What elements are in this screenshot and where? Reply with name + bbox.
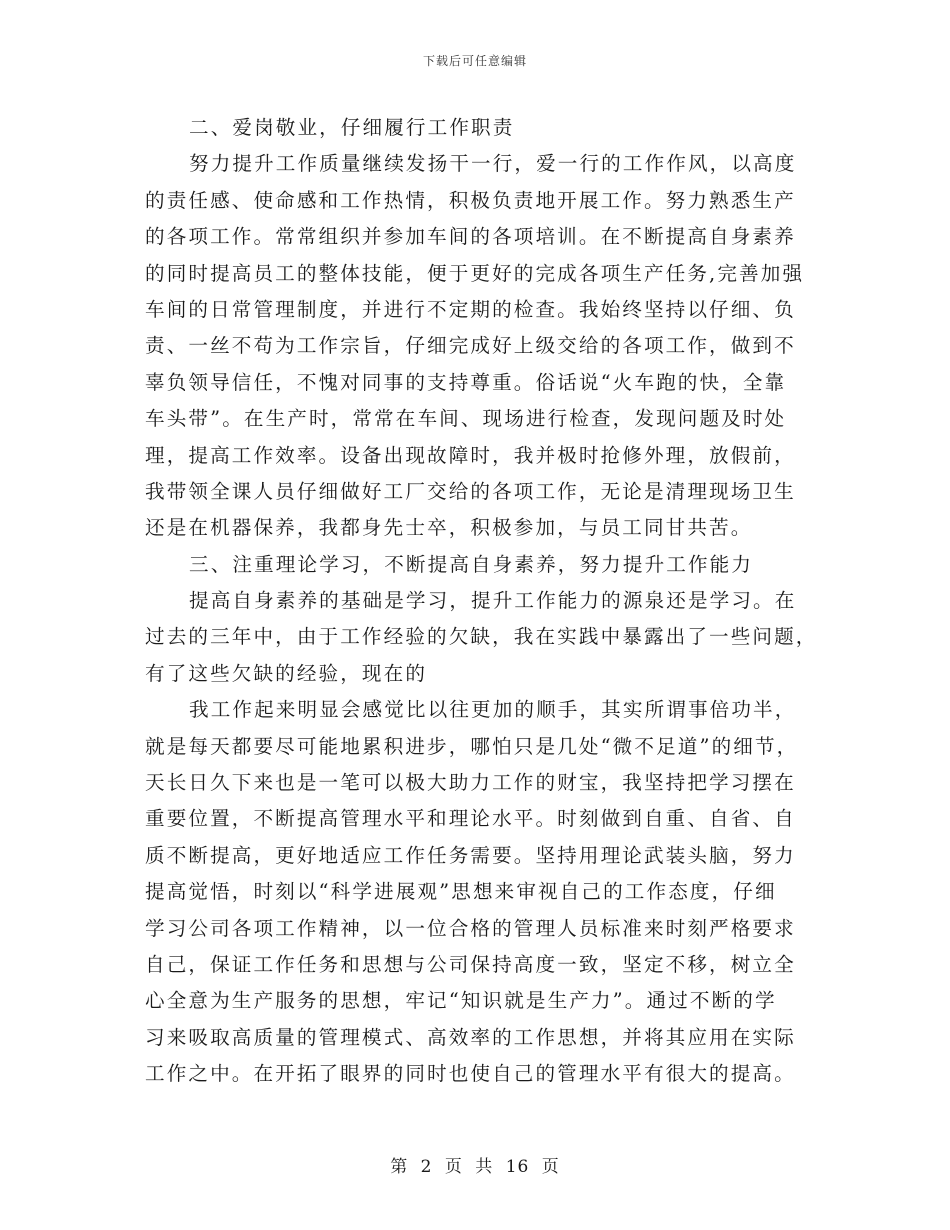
- paragraph-line: 提高觉悟，时刻以“科学进展观”思想来审视自己的工作态度，仔细: [145, 880, 777, 904]
- paragraph-line: 提高自身素养的基础是学习，提升工作能力的源泉还是学习。在: [189, 589, 797, 613]
- paragraph-line: 车头带”。在生产时，常常在车间、现场进行检查，发现问题及时处: [145, 407, 787, 431]
- paragraph-line: 自己，保证工作任务和思想与公司保持高度一致，坚定不移，树立全: [145, 952, 796, 976]
- paragraph-line: 还是在机器保养，我都身先士卒，积极参加，与员工同甘共苦。: [145, 516, 753, 540]
- paragraph-line: 的责任感、使命感和工作热情，积极负责地开展工作。努力熟悉生产: [145, 188, 796, 212]
- paragraph-line: 的同时提高员工的整体技能，便于更好的完成各项生产任务,完善加强: [145, 261, 805, 285]
- paragraph-line: 车间的日常管理制度，并进行不定期的检查。我始终坚持以仔细、负: [145, 297, 796, 321]
- paragraph-line: 天长日久下来也是一笔可以极大助力工作的财宝，我坚持把学习摆在: [145, 771, 796, 795]
- paragraph-line: 的各项工作。常常组织并参加车间的各项培训。在不断提高自身素养: [145, 225, 796, 249]
- page-header: 下载后可任意编辑: [422, 54, 527, 68]
- paragraph-line: 有了这些欠缺的经验，现在的: [145, 661, 428, 685]
- paragraph-line: 辜负领导信任，不愧对同事的支持尊重。俗话说“火车跑的快，全靠: [145, 370, 787, 394]
- paragraph-line: 责、一丝不苟为工作宗旨，仔细完成好上级交给的各项工作，做到不: [145, 334, 796, 358]
- paragraph-line: 习来吸取高质量的管理模式、高效率的工作思想，并将其应用在实际: [145, 1025, 796, 1049]
- paragraph-line: 重要位置，不断提高管理水平和理论水平。时刻做到自重、自省、自: [145, 807, 796, 831]
- section-heading-3: 三、注重理论学习，不断提高自身素养，努力提升工作能力: [189, 552, 754, 576]
- page-number: 第 2 页 共 16 页: [390, 1157, 560, 1177]
- paragraph-line: 我工作起来明显会感觉比以往更加的顺手，其实所谓事倍功半，: [189, 698, 797, 722]
- section-heading-2: 二、爱岗敬业，仔细履行工作职责: [189, 116, 515, 139]
- paragraph-line: 工作之中。在开拓了眼界的同时也使自己的管理水平有很大的提高。: [145, 1062, 796, 1086]
- paragraph-line: 心全意为生产服务的思想，牢记“知识就是生产力”。通过不断的学: [145, 989, 777, 1013]
- paragraph-line: 质不断提高，更好地适应工作任务需要。坚持用理论武装头脑，努力: [145, 843, 796, 867]
- paragraph-line: 理，提高工作效率。设备出现故障时，我并极时抢修外理，放假前，: [145, 443, 796, 467]
- paragraph-line: 就是每天都要尽可能地累积进步，哪怕只是几处“微不足道”的细节，: [145, 734, 799, 758]
- document-body: [145, 110, 818, 1093]
- paragraph-line: 我带领全课人员仔细做好工厂交给的各项工作，无论是清理现场卫生: [145, 479, 796, 503]
- paragraph-line: 努力提升工作质量继续发扬干一行，爱一行的工作作风，以高度: [189, 152, 797, 176]
- paragraph-line: 过去的三年中，由于工作经验的欠缺，我在实践中暴露出了一些问题，: [145, 625, 818, 649]
- paragraph-line: 学习公司各项工作精神，以一位合格的管理人员标准来时刻严格要求: [145, 916, 796, 940]
